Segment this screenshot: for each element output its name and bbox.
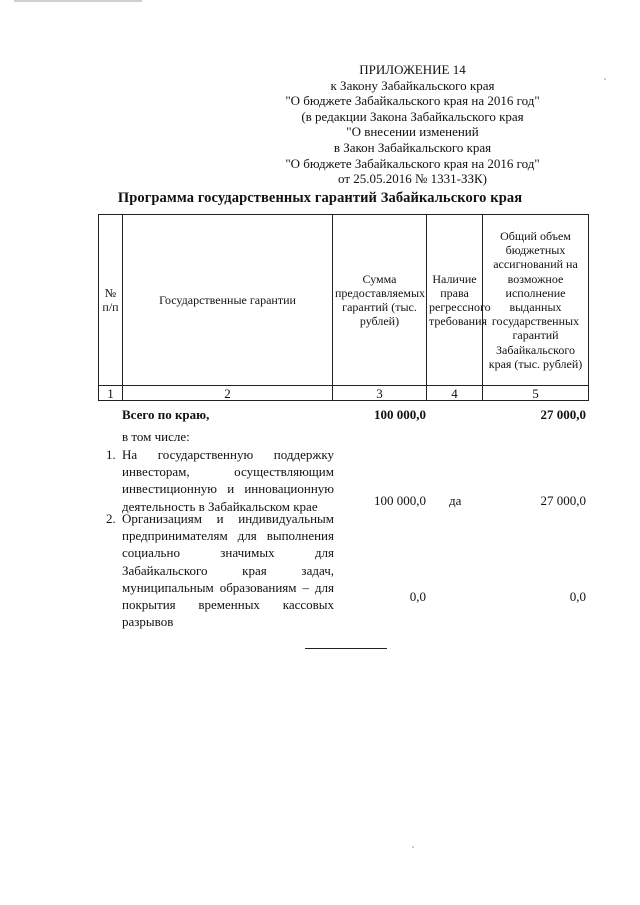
item-sum: 0,0 — [409, 589, 426, 604]
header-sum: Сумма предоставляемых гарантий (тыс. рублей) — [333, 215, 427, 386]
scan-artifact — [14, 0, 142, 2]
header-line: ПРИЛОЖЕНИЕ 14 — [359, 62, 466, 77]
header-regress: Наличие права регрессного требования — [427, 215, 483, 386]
header-line: "О бюджете Забайкальского края на 2016 год" — [285, 93, 540, 109]
appendix-header — [250, 62, 575, 187]
item-number: 2. — [106, 511, 116, 526]
header-line: к Закону Забайкальского края — [330, 77, 495, 93]
guarantees-table — [98, 214, 589, 401]
scan-speck — [604, 78, 606, 80]
item-volume: 0,0 — [569, 589, 586, 604]
column-number: 2 — [123, 386, 333, 401]
item-volume: 27 000,0 — [540, 493, 586, 508]
header-volume: Общий объем бюджетных ассигнований на возможное исполнение выданных государственных гарантий Забайкальского края (тыс. рублей) — [483, 215, 589, 386]
header-line: "О бюджете Забайкальского края на 2016 год" — [285, 155, 540, 171]
item-sum: 100 000,0 — [374, 493, 426, 508]
end-divider — [305, 648, 387, 649]
item-regress: да — [449, 493, 462, 508]
header-guarantees: Государственные гарантии — [123, 215, 333, 386]
column-number: 5 — [483, 386, 589, 401]
column-number: 1 — [99, 386, 123, 401]
header-line: в Закон Забайкальского края — [333, 139, 492, 155]
scan-speck — [412, 846, 414, 848]
header-line: "О внесении изменений — [346, 124, 479, 140]
item-text: Организациям и индивидуальным предпринимателям для выполнения социально значимых для Забайкальского края задач, муниципальным образованиям – для покрытия временных кассовых разрывов — [122, 511, 334, 630]
table-header-row — [99, 215, 589, 386]
column-numbers-row — [99, 386, 589, 401]
item-text: На государственную поддержку инвесторам, осуществляющим инвестиционную и инновационную деятельность в Забайкальском крае — [122, 447, 334, 514]
header-line: (в редакции Закона Забайкальского края — [301, 108, 524, 124]
column-number: 3 — [333, 386, 427, 401]
header-line: от 25.05.2016 № 1331-ЗЗК) — [337, 171, 488, 187]
total-sum: 100 000,0 — [374, 407, 426, 422]
document-title: Программа государственных гарантий Забайкальского края — [117, 190, 523, 206]
total-label: Всего по краю, — [122, 407, 210, 422]
including-label: в том числе: — [122, 429, 190, 444]
header-number: № п/п — [99, 215, 123, 386]
item-number: 1. — [106, 447, 116, 462]
total-volume: 27 000,0 — [540, 407, 586, 422]
column-number: 4 — [427, 386, 483, 401]
